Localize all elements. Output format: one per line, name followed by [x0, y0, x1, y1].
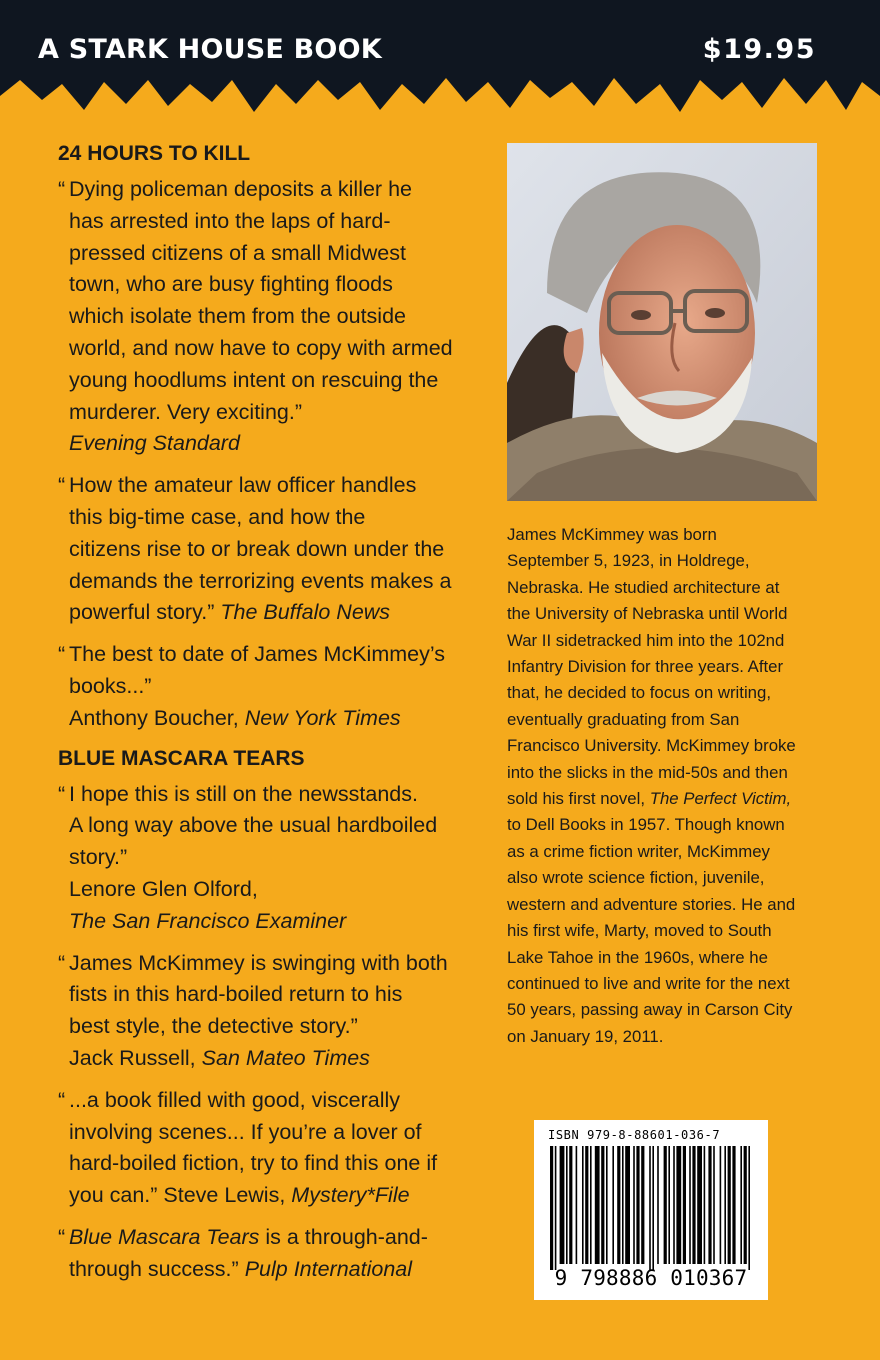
barcode-bar: [692, 1146, 695, 1264]
author-photo: [507, 143, 817, 501]
review-line: involving scenes... If you’re a lover of: [69, 1119, 422, 1144]
review-line: demands the terrorizing events makes a: [69, 568, 452, 593]
review-line: A long way above the usual hardboiled: [69, 813, 438, 838]
barcode-bar: [590, 1146, 592, 1264]
barcode-bar: [576, 1146, 578, 1264]
barcode-bar: [744, 1146, 747, 1264]
barcode-bar: [664, 1146, 667, 1264]
bio-line: War II sidetracked him into the 102nd: [507, 630, 785, 650]
review-line: hard-boiled fiction, try to find this one if: [69, 1151, 438, 1176]
bio-line: eventually graduating from San: [507, 709, 740, 729]
review-source: Mystery*File: [291, 1183, 410, 1208]
barcode-bar: [683, 1146, 686, 1264]
review-mystery-file: “ ...a book filled with good, viscerally involving scenes... If you’re a lover of hard-boiled fiction, try to find this one if you can.” Steve Lewis, Mystery*File: [58, 1085, 478, 1212]
review-line: The best to date of James McKimmey’s: [69, 642, 445, 667]
section-title-24-hours: 24 HOURS TO KILL: [58, 142, 251, 165]
barcode-bar: [560, 1146, 565, 1264]
barcode-bar: [652, 1146, 654, 1270]
barcode-bar: [668, 1146, 670, 1264]
barcode-bar: [732, 1146, 735, 1264]
review-source: New York Times: [244, 705, 401, 730]
barcode-bar: [555, 1146, 557, 1270]
barcode-bar: [673, 1146, 675, 1264]
review-pulp-international: “ Blue Mascara Tears is a through-and- through success.” Pulp International: [58, 1224, 428, 1281]
review-line: world, and now have to copy with armed: [69, 335, 453, 360]
barcode-bar: [550, 1146, 553, 1270]
publisher-name: A STARK HOUSE BOOK: [38, 34, 382, 65]
barcode-bar: [633, 1146, 635, 1264]
review-author: Jack Russell,: [69, 1045, 196, 1070]
review-line: citizens rise to or break down under the: [69, 536, 445, 561]
review-line: story.”: [69, 845, 128, 870]
review-evening-standard: “ Dying policeman deposits a killer he has arrested into the laps of hard- pressed citizens of a small Midwest town, who are busy fighting floods which isolate them from the outside world, and now have to copy with armed young hoodlums intent on rescuing the murderer. Very exciting.” Evening Standard: [58, 174, 478, 460]
barcode-bar: [606, 1146, 608, 1264]
review-line: James McKimmey is swinging with both: [69, 950, 448, 975]
bio-line: his first wife, Marty, moved to South: [507, 921, 772, 941]
barcode-bar: [585, 1146, 588, 1264]
review-author: Lenore Glen Olford,: [69, 876, 258, 901]
bio-line: on January 19, 2011.: [507, 1026, 664, 1046]
barcode-bar: [704, 1146, 706, 1264]
review-source: The San Francisco Examiner: [69, 908, 347, 933]
review-line: is a through-and-: [259, 1224, 428, 1249]
review-source: The Buffalo News: [220, 600, 391, 625]
barcode-bar: [740, 1146, 742, 1264]
barcode-bar: [724, 1146, 726, 1264]
barcode-bar: [649, 1146, 651, 1270]
bio-line: James McKimmey was born: [507, 525, 717, 544]
bio-line: also wrote science fiction, juvenile,: [507, 868, 765, 888]
author-bio: [507, 522, 827, 1050]
barcode-bar: [569, 1146, 572, 1264]
review-line: this big-time case, and how the: [69, 504, 366, 529]
bio-line: September 5, 1923, in Holdrege,: [507, 551, 750, 571]
barcode-bar: [566, 1146, 568, 1264]
section-title-blue-mascara: BLUE MASCARA TEARS: [58, 746, 305, 770]
bio-line: into the slicks in the mid-50s and then: [507, 762, 788, 782]
barcode-bar: [689, 1146, 691, 1264]
review-new-york-times: “ The best to date of James McKimmey’s books...” Anthony Boucher, New York Times: [58, 639, 478, 734]
review-line: has arrested into the laps of hard-: [69, 208, 391, 233]
review-author: Anthony Boucher,: [69, 705, 239, 730]
barcode-bar: [641, 1146, 644, 1264]
barcode-bar: [622, 1146, 624, 1264]
reviews-column: [58, 140, 478, 1286]
review-line: best style, the detective story.”: [69, 1014, 358, 1039]
bio-line: as a crime fiction writer, McKimmey: [507, 841, 770, 861]
bio-line: western and adventure stories. He and: [507, 894, 796, 914]
book-title: The Perfect Victim,: [649, 789, 792, 809]
bio-line: to Dell Books in 1957. Though known: [507, 815, 785, 835]
barcode-bar: [601, 1146, 604, 1264]
price-label: $19.95: [702, 34, 816, 65]
review-buffalo-news: “ How the amateur law officer handles this big-time case, and how the citizens rise to or break down under the demands the terrorizing events makes a powerful story.” The Buffalo News: [58, 470, 478, 629]
review-line: you can.” Steve Lewis,: [69, 1183, 286, 1208]
barcode-bar: [708, 1146, 711, 1264]
barcode-bar: [595, 1146, 600, 1264]
bio-line: sold his first novel,: [507, 789, 650, 809]
review-line: powerful story.”: [69, 600, 215, 625]
barcode-bar: [612, 1146, 614, 1264]
barcode-bar: [697, 1146, 702, 1264]
bio-line: that, he decided to focus on writing,: [507, 683, 772, 703]
barcode-bar: [713, 1146, 715, 1264]
bio-line: Lake Tahoe in the 1960s, where he: [507, 947, 768, 967]
author-portrait-icon: [507, 143, 817, 501]
review-line: pressed citizens of a small Midwest: [69, 240, 406, 265]
barcode-bar: [582, 1146, 584, 1264]
review-line: Dying policeman deposits a killer he: [69, 177, 412, 201]
review-source: Pulp International: [244, 1256, 413, 1281]
barcode-bar: [657, 1146, 659, 1264]
review-line: young hoodlums intent on rescuing the: [69, 367, 439, 392]
bio-line: continued to live and write for the next: [507, 973, 790, 993]
barcode-bar: [617, 1146, 620, 1264]
review-line: How the amateur law officer handles: [69, 473, 417, 498]
review-line: fists in this hard-boiled return to his: [69, 982, 403, 1007]
review-line: through success.”: [69, 1256, 239, 1281]
bio-line: Francisco University. McKimmey broke: [507, 736, 796, 756]
review-line: books...”: [69, 673, 152, 698]
review-line: I hope this is still on the newsstands.: [69, 781, 418, 806]
book-title: Blue Mascara Tears: [69, 1224, 260, 1249]
barcode-bar: [636, 1146, 639, 1264]
barcode-bar: [625, 1146, 630, 1264]
barcode-bar: [676, 1146, 681, 1264]
bio-line: the University of Nebraska until World: [507, 604, 788, 624]
bio-line: Infantry Division for three years. After: [507, 657, 784, 677]
bio-line: Nebraska. He studied architecture at: [507, 577, 780, 597]
isbn-barcode: [534, 1120, 768, 1300]
barcode-bar: [728, 1146, 731, 1264]
review-source: San Mateo Times: [201, 1045, 370, 1070]
ean-digits: 9 798886 010367: [554, 1266, 748, 1290]
review-line: murderer. Very exciting.”: [69, 399, 303, 424]
review-source: Evening Standard: [69, 431, 240, 456]
isbn-label: ISBN 979-8-88601-036-7: [548, 1128, 721, 1142]
bio-line: 50 years, passing away in Carson City: [507, 1000, 793, 1020]
barcode-bar: [720, 1146, 722, 1264]
barcode-bar: [748, 1146, 750, 1270]
review-san-mateo-times: “ James McKimmey is swinging with both fists in this hard-boiled return to his best style, the detective story.” Jack Russell, San Mateo Times: [58, 948, 478, 1075]
review-line: town, who are busy fighting floods: [69, 272, 393, 297]
review-line: ...a book filled with good, viscerally: [69, 1087, 401, 1112]
review-san-francisco-examiner: “ I hope this is still on the newsstands. A long way above the usual hardboiled story.” Lenore Glen Olford, The San Francisco Examiner: [58, 779, 478, 938]
review-line: which isolate them from the outside: [69, 304, 406, 329]
